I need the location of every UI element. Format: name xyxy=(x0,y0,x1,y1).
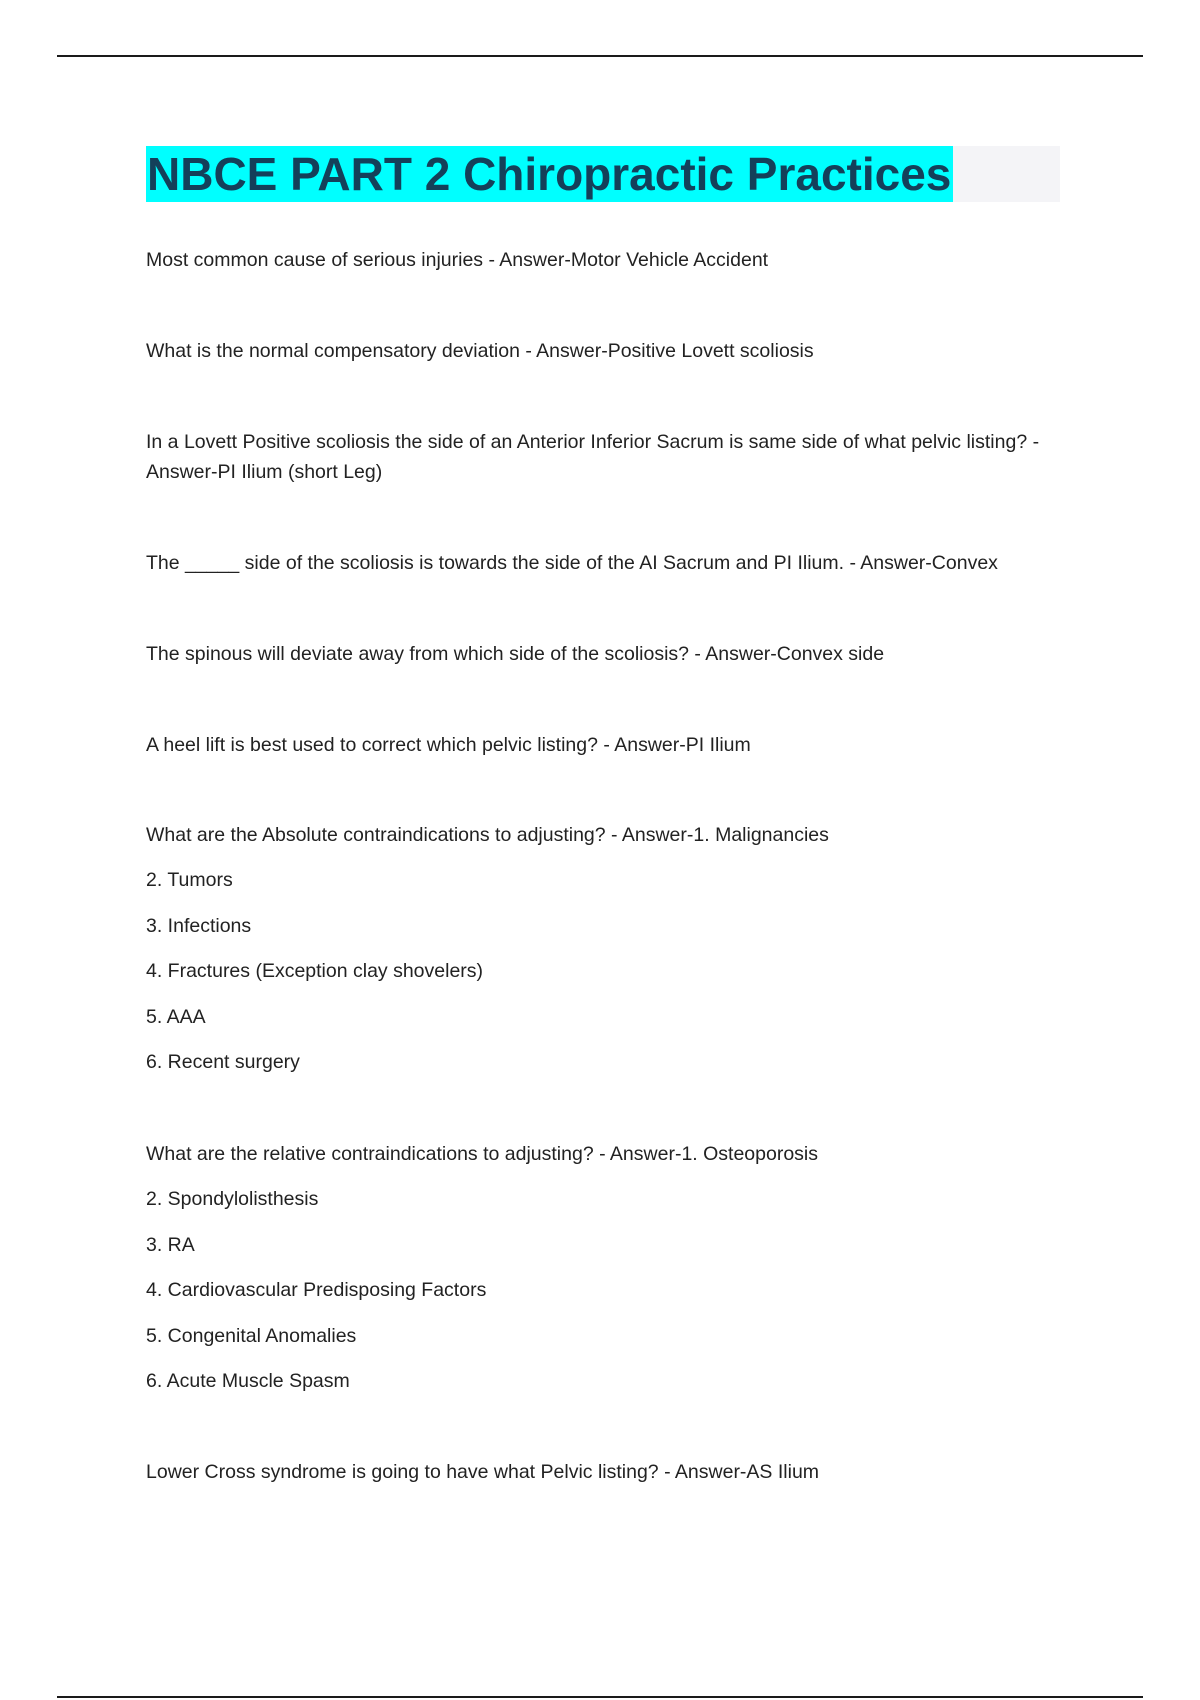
list-item: 6. Acute Muscle Spasm xyxy=(146,1370,350,1392)
list-item: 3. RA xyxy=(146,1234,195,1256)
list-item: 2. Tumors xyxy=(146,869,233,891)
top-rule xyxy=(57,55,1143,57)
qa-item: What is the normal compensatory deviation - Answer-Positive Lovett scoliosis xyxy=(146,340,814,362)
qa-item: What are the relative contraindications to adjusting? - Answer-1. Osteoporosis xyxy=(146,1143,819,1165)
list-item: 2. Spondylolisthesis xyxy=(146,1188,319,1210)
qa-item: In a Lovett Positive scoliosis the side of an Anterior Inferior Sacrum is same side of what pelvic listing? - Answer-PI Ilium (short Leg) xyxy=(146,431,1040,483)
qa-item: The _____ side of the scoliosis is towards the side of the AI Sacrum and PI Ilium. - Answer-Convex xyxy=(146,552,998,574)
list-item: 4. Cardiovascular Predisposing Factors xyxy=(146,1279,487,1301)
list-item: 5. Congenital Anomalies xyxy=(146,1325,357,1347)
document-title: NBCE PART 2 Chiropractic Practices xyxy=(147,148,952,200)
list-item: 6. Recent surgery xyxy=(146,1051,300,1073)
list-item: 4. Fractures (Exception clay shovelers) xyxy=(146,960,484,982)
bottom-rule xyxy=(57,1696,1143,1698)
qa-item: A heel lift is best used to correct which pelvic listing? - Answer-PI Ilium xyxy=(146,734,751,756)
qa-item: Most common cause of serious injuries - Answer-Motor Vehicle Accident xyxy=(146,249,769,271)
list-item: 3. Infections xyxy=(146,915,252,937)
qa-item: Lower Cross syndrome is going to have what Pelvic listing? - Answer-AS Ilium xyxy=(146,1461,820,1483)
title-block xyxy=(146,146,1060,202)
qa-item: The spinous will deviate away from which side of the scoliosis? - Answer-Convex side xyxy=(146,643,885,665)
list-item: 5. AAA xyxy=(146,1006,206,1028)
qa-item: What are the Absolute contraindications to adjusting? - Answer-1. Malignancies xyxy=(146,824,829,846)
